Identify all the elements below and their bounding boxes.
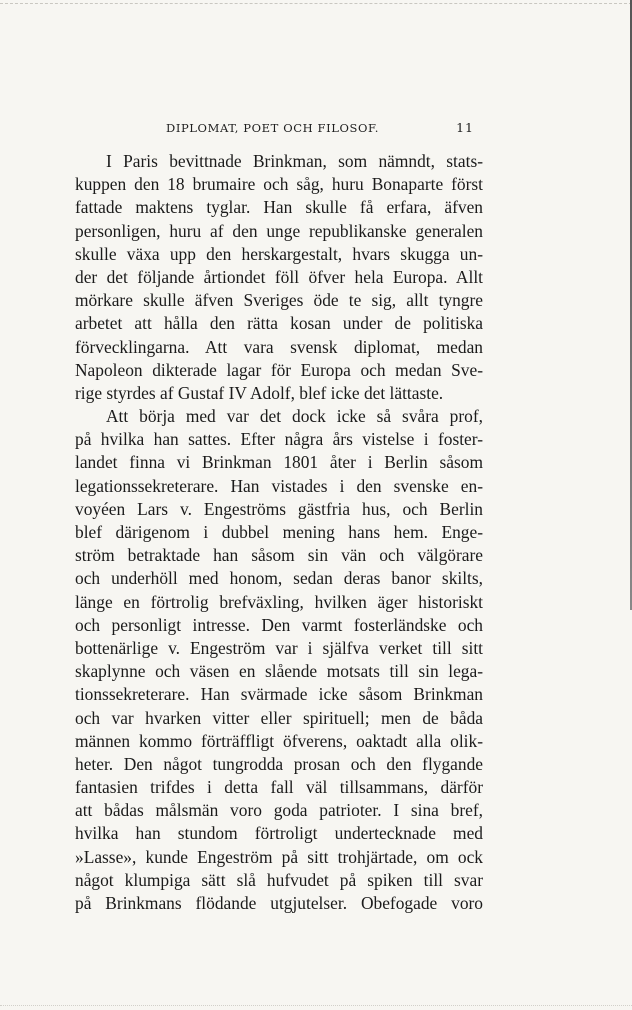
text-line: mörkare skulle äfven Sveriges öde te sig, allt tyngre <box>75 290 483 311</box>
text-line: på hvilka han sattes. Efter några års vistelse i foster- <box>75 429 483 450</box>
text-line: och underhöll med honom, sedan deras banor skilts, <box>75 568 483 589</box>
text-line: rige styrdes af Gustaf IV Adolf, blef icke det lättaste. <box>75 382 444 403</box>
text-line: I Paris bevittnade Brinkman, som nämndt, stats- <box>106 151 483 171</box>
text-line: att bådas målsmän voro goda patrioter. I sina bref, <box>75 800 483 821</box>
text-line: legationssekreterare. Han vistades i den svenske en- <box>75 475 483 496</box>
text-line: personligen, huru af den unge republikanske generalen <box>75 220 483 241</box>
text-line: männen kommo förträffligt öfverens, oaktadt alla olik- <box>75 730 483 751</box>
page-top-edge <box>0 3 632 4</box>
text-line: arbetet att hålla den rätta kosan under de politiska <box>75 313 483 334</box>
text-line: blef därigenom i dubbel mening hans hem. Enge- <box>75 522 483 542</box>
text-line: skaplynne och väsen en slående motsats till sin lega- <box>75 661 483 682</box>
text-line: hvilka han stundom förtroligt undertecknade med <box>75 823 483 844</box>
text-line: voyéen Lars v. Engeströms gästfria hus, och Berlin <box>75 498 483 519</box>
text-line: landet finna vi Brinkman 1801 åter i Berlin såsom <box>75 452 483 473</box>
text-line: der det följande årtiondet föll öfver hela Europa. Allt <box>75 266 483 287</box>
page-bottom-edge <box>0 1005 632 1006</box>
text-line: kuppen den 18 brumaire och såg, huru Bonaparte först <box>75 174 483 195</box>
text-line: förvecklingarna. Att vara svensk diplomat, medan <box>75 336 483 357</box>
text-line: något klumpiga sätt slå hufvudet på spiken till svar <box>75 869 483 890</box>
text-line: och personligt intresse. Den varmt fosterländske och <box>75 614 483 635</box>
text-line: »Lasse», kunde Engeström på sitt trohjärtade, om ock <box>75 846 483 867</box>
text-line: skulle växa upp den herskargestalt, hvars skugga un- <box>75 243 483 264</box>
text-line: tionssekreterare. Han svärmade icke såsom Brinkman <box>75 684 483 705</box>
text-line: bottenärlige v. Engeström var i själfva verket till sitt <box>75 637 483 658</box>
text-line: ström betraktade han såsom sin vän och välgörare <box>75 545 483 566</box>
page-number: 11 <box>456 120 474 135</box>
running-head <box>96 121 486 141</box>
text-line: fattade maktens tyglar. Han skulle få erfara, äfven <box>75 197 483 218</box>
body-text <box>75 150 483 915</box>
text-line: på Brinkmans flödande utgjutelser. Obefogade voro <box>75 893 483 913</box>
text-line: heter. Den något tungrodda prosan och den flygande <box>75 753 483 774</box>
text-line: länge en förtrolig brefväxling, hvilken äger historiskt <box>75 591 483 612</box>
text-line: och var hvarken vitter eller spirituell; men de båda <box>75 707 483 728</box>
text-line: Napoleon dikterade lagar för Europa och medan Sve- <box>75 359 483 380</box>
text-line: fantasien trifdes i detta fall väl tillsammans, därför <box>75 777 483 798</box>
text-line: Att börja med var det dock icke så svåra prof, <box>106 406 483 427</box>
running-title: DIPLOMAT, POET OCH FILOSOF. <box>166 121 380 135</box>
